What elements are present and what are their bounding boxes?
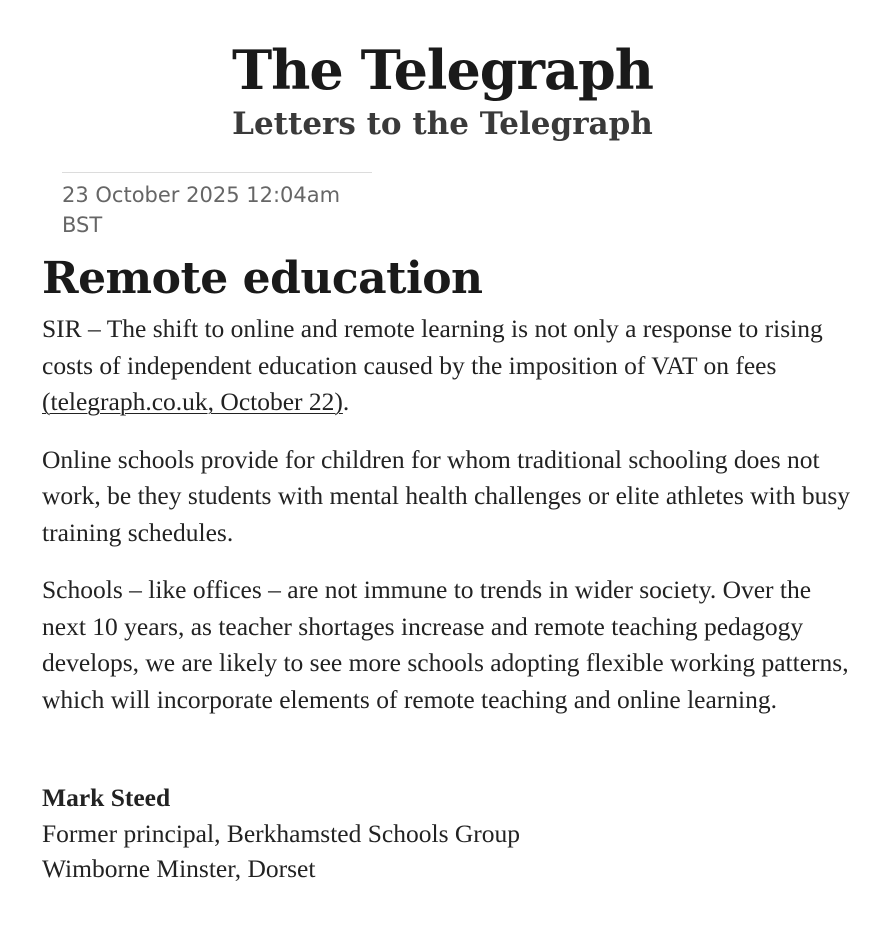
paragraph-1-text: SIR – The shift to online and remote learning is not only a response to rising costs of independent education caused by the imposition of VAT on fees <box>42 314 823 380</box>
divider <box>62 172 372 173</box>
paragraph-1-end: . <box>342 387 350 416</box>
author-location: Wimborne Minster, Dorset <box>42 854 316 883</box>
section-title[interactable]: Letters to the Telegraph <box>232 106 653 142</box>
author-name: Mark Steed <box>42 783 171 812</box>
letter-signoff <box>42 780 852 887</box>
article-date: 23 October 2025 12:04am BST <box>62 183 341 237</box>
paragraph-1 <box>42 311 852 421</box>
author-role: Former principal, Berkhamsted Schools Group <box>42 818 521 848</box>
paragraph-2: Online schools provide for children for whom traditional schooling does not work, be they students with mental health challenges or elite athletes with busy training schedules. <box>42 444 851 547</box>
paragraph-3: Schools – like offices – are not immune to trends in wider society. Over the next 10 years, as teacher shortages increase and remote teaching pedagogy develops, we are likely to see more schools adopting flexible working patterns, which will incorporate elements of remote teaching and online learning. <box>42 575 849 714</box>
telegraph-logo[interactable]: The Telegraph <box>231 38 654 102</box>
masthead <box>0 38 885 144</box>
article-headline: Remote education <box>42 253 483 304</box>
source-link[interactable]: (telegraph.co.uk, October 22) <box>42 387 343 416</box>
article-body <box>42 311 852 739</box>
